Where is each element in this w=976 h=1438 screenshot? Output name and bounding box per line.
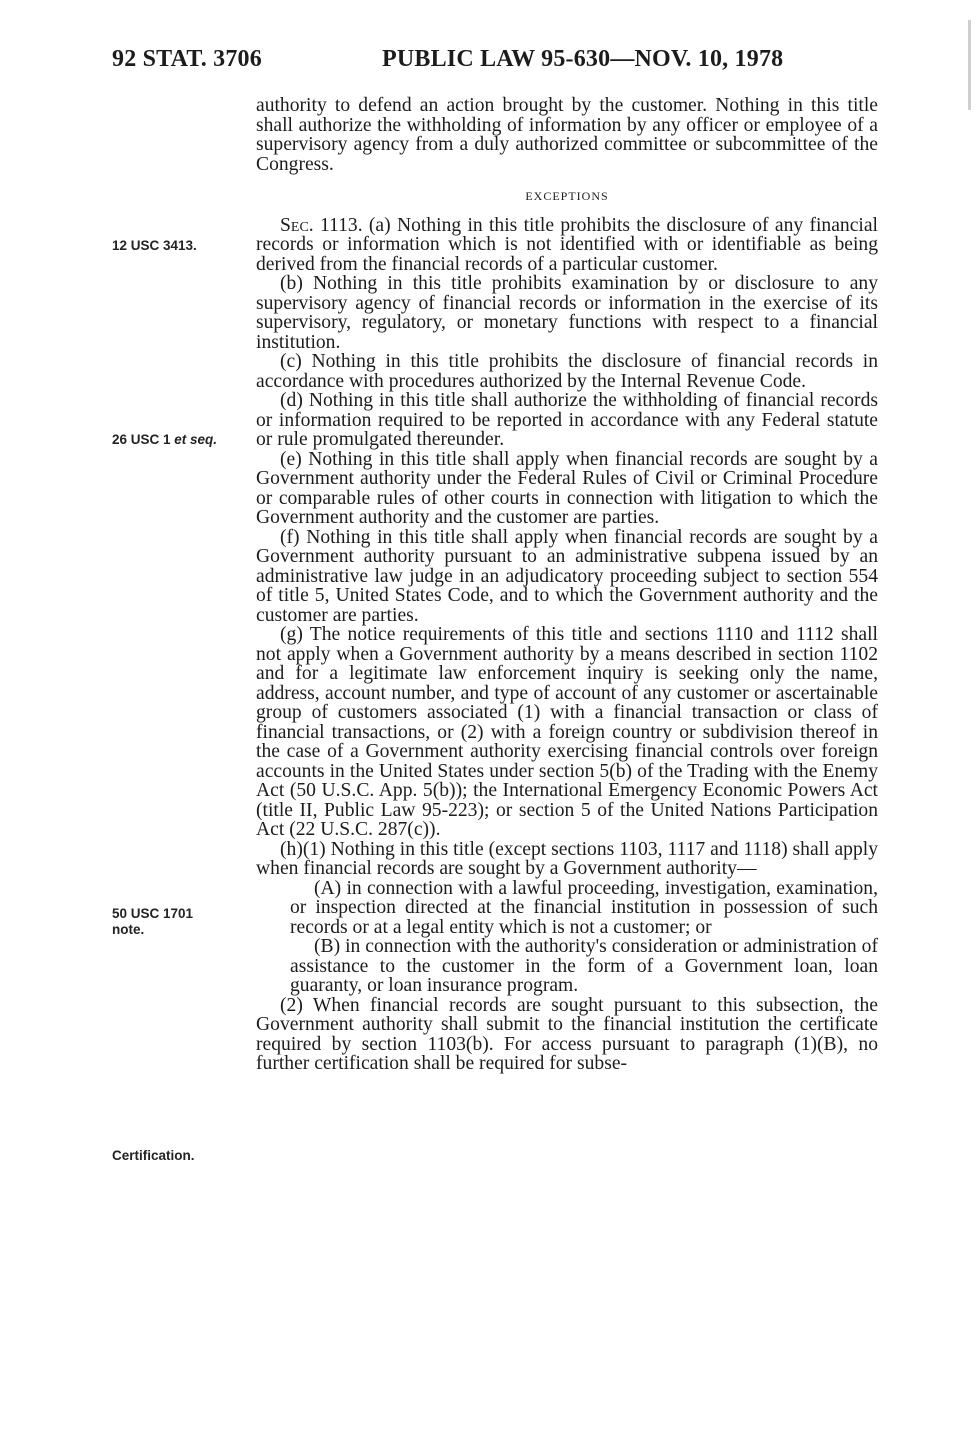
section-1113-paragraph-a xyxy=(256,216,878,275)
paragraph-h1-A: (A) in connection with a lawful proceeding, investigation, examination, or inspection directed at the financial institution in possession of such records or at a legal entity which is not a customer; or xyxy=(290,877,878,938)
paragraph-h1-B: (B) in connection with the authority's consideration or administration of assistance to the customer in the form of a Government loan, loan guaranty, or loan insurance program. xyxy=(290,936,878,996)
margin-note-certification: Certification. xyxy=(112,1148,195,1163)
paragraph-c: (c) Nothing in this title prohibits the disclosure of financial records in accordance with procedures authorized by the Internal Revenue Code. xyxy=(256,351,878,392)
paragraph-d: (d) Nothing in this title shall authorize the withholding of financial records or information required to be reported in accordance with any Federal statute or rule promulgated thereunder. xyxy=(256,390,878,450)
margin-note-50-usc-line2: note. xyxy=(112,922,145,937)
margin-note-50-usc-1701 xyxy=(112,906,193,938)
margin-note-26-usc-cite: 26 USC 1 xyxy=(112,432,175,447)
margin-note-26-usc xyxy=(112,432,217,448)
margin-note-50-usc-line1: 50 USC 1701 xyxy=(112,906,194,921)
statute-page-reference: 92 STAT. 3706 xyxy=(112,46,262,72)
statute-body xyxy=(256,96,878,1074)
margin-note-12-usc-3413: 12 USC 3413. xyxy=(112,238,197,253)
exceptions-heading: EXCEPTIONS xyxy=(525,189,609,203)
paragraph-g: (g) The notice requirements of this title and sections 1110 and 1112 shall not apply when a Government authority by a means described in section 1102 and for a legitimate law enforcement inquiry is seeking only the name, address, account number, and type of account of any customer or ascertainable group of customers associated (1) with a financial transaction or class of financial transactions, or (2) with a foreign country or subdivision thereof in the case of a Government authority exercising financial controls over foreign accounts in the United States under section 5(b) of the Trading with the Enemy Act (50 U.S.C. App. 5(b)); the International Emergency Economic Powers Act (title II, Public Law 95-223); or section 5 of the United Nations Participation Act (22 U.S.C. 287(c)). xyxy=(256,624,878,840)
paragraph-f: (f) Nothing in this title shall apply when financial records are sought by a Government authority pursuant to an administrative subpena issued by an administrative law judge in an adjudicatory proceeding subject to section 554 of title 5, United States Code, and to which the Government authority and the customer are parties. xyxy=(256,526,878,626)
intro-paragraph: authority to defend an action brought by the customer. Nothing in this title shall authorize the withholding of information by any officer or employee of a supervisory agency from a duly authorized committee or subcommittee of the Congress. xyxy=(256,95,878,175)
public-law-title: PUBLIC LAW 95-630—NOV. 10, 1978 xyxy=(382,46,784,72)
paragraph-a-text: (a) Nothing in this title prohibits the disclosure of any financial records or information which is not identified with or identifiable as being derived from the financial records of a particular customer. xyxy=(256,214,878,275)
paragraph-h1: (h)(1) Nothing in this title (except sections 1103, 1117 and 1118) shall apply when financial records are sought by a Government authority— xyxy=(256,838,878,879)
margin-note-et-seq: et seq. xyxy=(174,432,218,447)
section-label: Sec. 1113. xyxy=(280,214,363,236)
paragraph-h2: (2) When financial records are sought pursuant to this subsection, the Government authority shall submit to the financial institution the certificate required by section 1103(b). For access pursuant to paragraph (1)(B), no further certification shall be required for subse- xyxy=(256,994,878,1074)
paragraph-b: (b) Nothing in this title prohibits examination by or disclosure to any supervisory agency of financial records or information in the exercise of its supervisory, regulatory, or monetary functions with respect to a financial institution. xyxy=(256,273,878,353)
page-edge-shadow xyxy=(968,20,971,110)
paragraph-e: (e) Nothing in this title shall apply when financial records are sought by a Government authority under the Federal Rules of Civil or Criminal Procedure or comparable rules of other courts in connection with litigation to which the Government authority and the customer are parties. xyxy=(256,448,878,528)
